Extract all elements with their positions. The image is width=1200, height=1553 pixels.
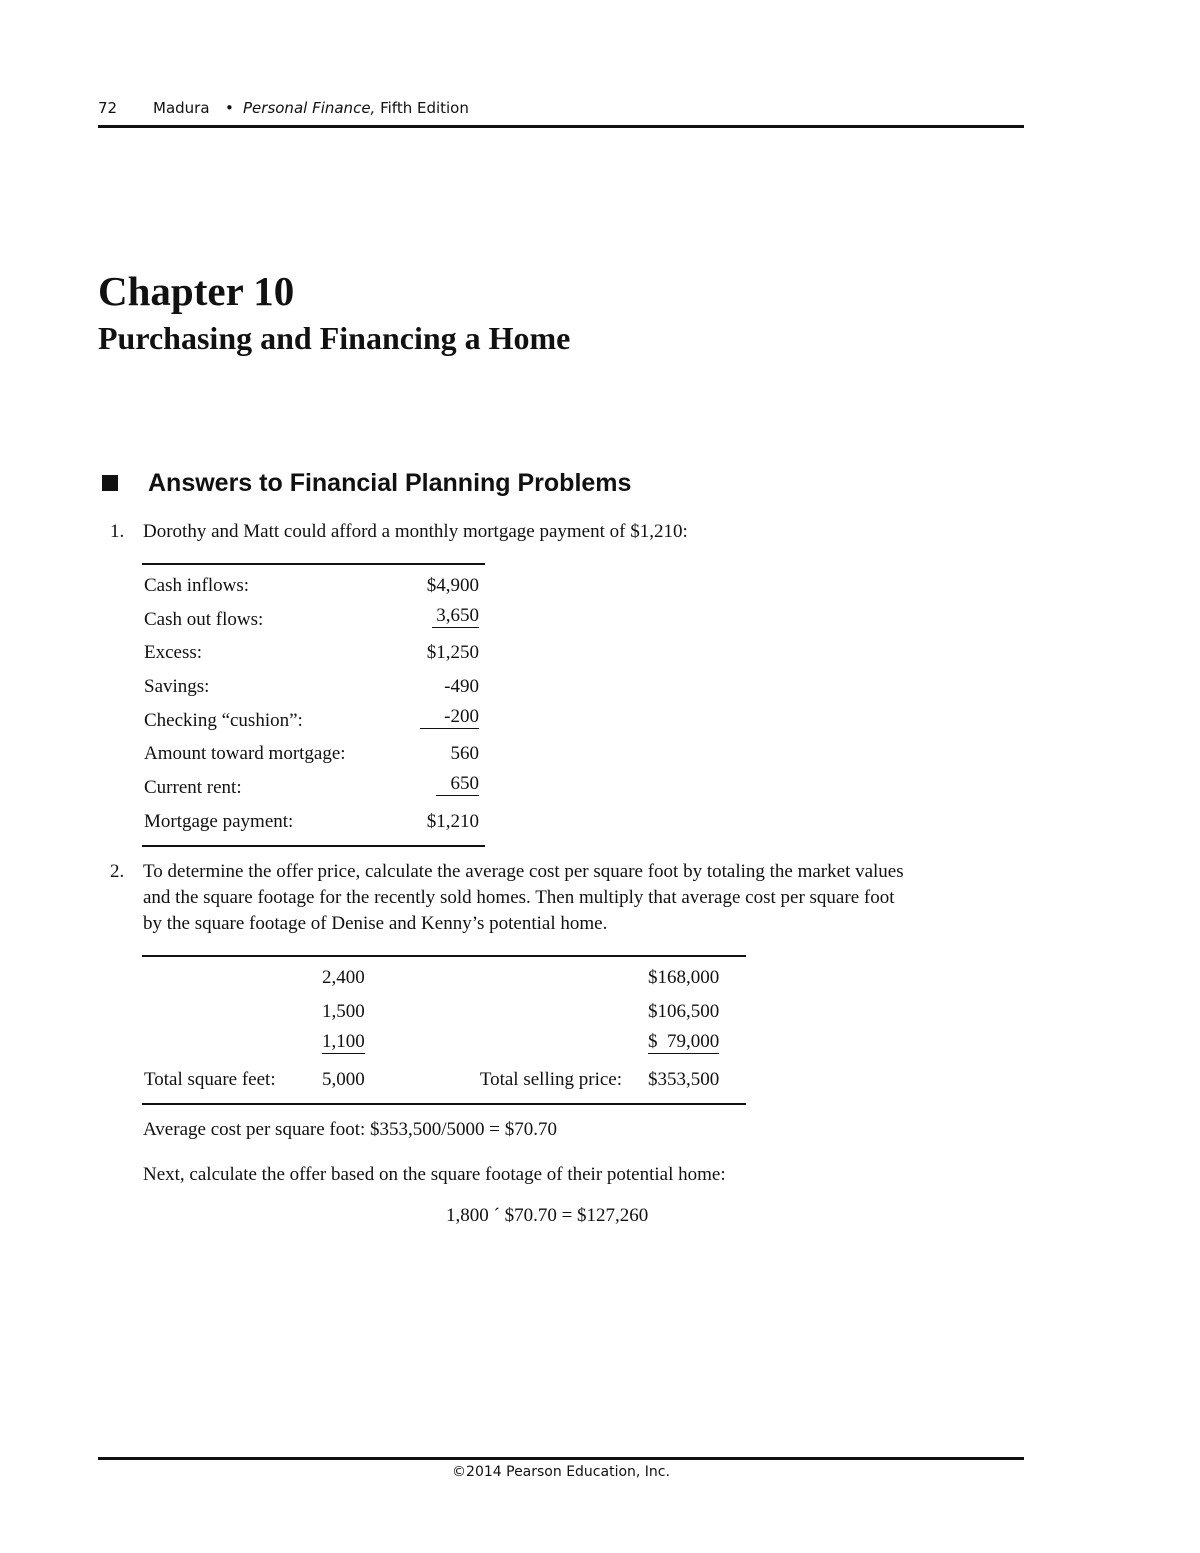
problem-1-text: Dorothy and Matt could afford a monthly mortgage payment of $1,210: bbox=[143, 521, 688, 542]
problem-2-number: 2. bbox=[110, 861, 125, 882]
table-row bbox=[142, 638, 485, 672]
row-label: Current rent: bbox=[144, 777, 242, 799]
row-value: 560 bbox=[450, 743, 479, 765]
edition-label: Fifth Edition bbox=[380, 99, 469, 117]
author-name: Madura bbox=[153, 99, 210, 117]
selling-price-cell: $353,500 bbox=[648, 1069, 720, 1090]
row-value: 650 bbox=[436, 773, 479, 795]
next-step-line: Next, calculate the offer based on the square footage of their potential home: bbox=[143, 1164, 726, 1185]
mortgage-budget-table bbox=[142, 563, 485, 847]
row-label: Cash out flows: bbox=[144, 608, 264, 630]
chapter-title: Purchasing and Financing a Home bbox=[98, 320, 571, 356]
table-row bbox=[142, 605, 485, 639]
table-row bbox=[142, 706, 485, 740]
square-feet-cell: 1,500 bbox=[322, 1001, 365, 1022]
square-feet-cell: 2,400 bbox=[322, 967, 365, 988]
problem-2-text-line-1: To determine the offer price, calculate the average cost per square foot by totaling the market values bbox=[143, 861, 904, 882]
average-cost-line: Average cost per square foot: $353,500/5000 = $70.70 bbox=[143, 1119, 558, 1140]
selling-price-cell: $168,000 bbox=[648, 967, 720, 988]
offer-calculation-line: 1,800 ´ $70.70 = $127,260 bbox=[446, 1205, 649, 1226]
total-price-label: Total selling price: bbox=[479, 1069, 622, 1090]
bullet-separator: • bbox=[225, 99, 234, 117]
row-label: Excess: bbox=[144, 642, 203, 664]
row-label: Mortgage payment: bbox=[144, 810, 294, 832]
row-value: $1,250 bbox=[426, 642, 479, 664]
section-heading-text: Answers to Financial Planning Problems bbox=[148, 469, 632, 497]
problem-1-number: 1. bbox=[110, 521, 125, 542]
footer bbox=[98, 1457, 1024, 1480]
square-feet-cell: 1,100 bbox=[322, 1031, 365, 1052]
selling-price-cell: $106,500 bbox=[648, 1001, 720, 1022]
table-row bbox=[142, 1031, 746, 1065]
row-label: Cash inflows: bbox=[144, 575, 250, 596]
comparable-homes-table bbox=[142, 955, 746, 1105]
page-number: 72 bbox=[98, 99, 118, 117]
row-label: Checking “cushion”: bbox=[144, 709, 303, 731]
square-feet-cell: 5,000 bbox=[322, 1069, 365, 1090]
table-row bbox=[142, 963, 746, 997]
table-row bbox=[142, 739, 485, 773]
problem-2-text-line-2: and the square footage for the recently sold homes. Then multiply that average cost per square foot bbox=[143, 887, 895, 908]
table-row bbox=[142, 807, 485, 841]
total-sqft-label: Total square feet: bbox=[144, 1069, 276, 1090]
row-value: $4,900 bbox=[426, 575, 479, 596]
table-row bbox=[142, 571, 485, 605]
table-row bbox=[142, 773, 485, 807]
row-value: -490 bbox=[444, 676, 479, 698]
row-value: -200 bbox=[420, 705, 479, 727]
row-value: 3,650 bbox=[431, 604, 479, 626]
chapter-label: Chapter 10 bbox=[98, 268, 295, 314]
book-title bbox=[243, 99, 469, 117]
selling-price-cell: $ 79,000 bbox=[648, 1031, 720, 1052]
table-row bbox=[142, 672, 485, 706]
square-bullet-icon bbox=[102, 475, 118, 491]
problem-2-text-line-3: by the square footage of Denise and Kenny’s potential home. bbox=[143, 913, 608, 934]
row-label: Amount toward mortgage: bbox=[144, 743, 346, 765]
table-row bbox=[142, 997, 746, 1031]
row-label: Savings: bbox=[144, 676, 210, 698]
book-title-italic: Personal Finance, bbox=[243, 99, 376, 117]
running-header bbox=[98, 97, 1024, 128]
row-value: $1,210 bbox=[426, 810, 479, 832]
table-row bbox=[142, 1065, 746, 1099]
copyright-text: ©2014 Pearson Education, Inc. bbox=[452, 1464, 670, 1480]
